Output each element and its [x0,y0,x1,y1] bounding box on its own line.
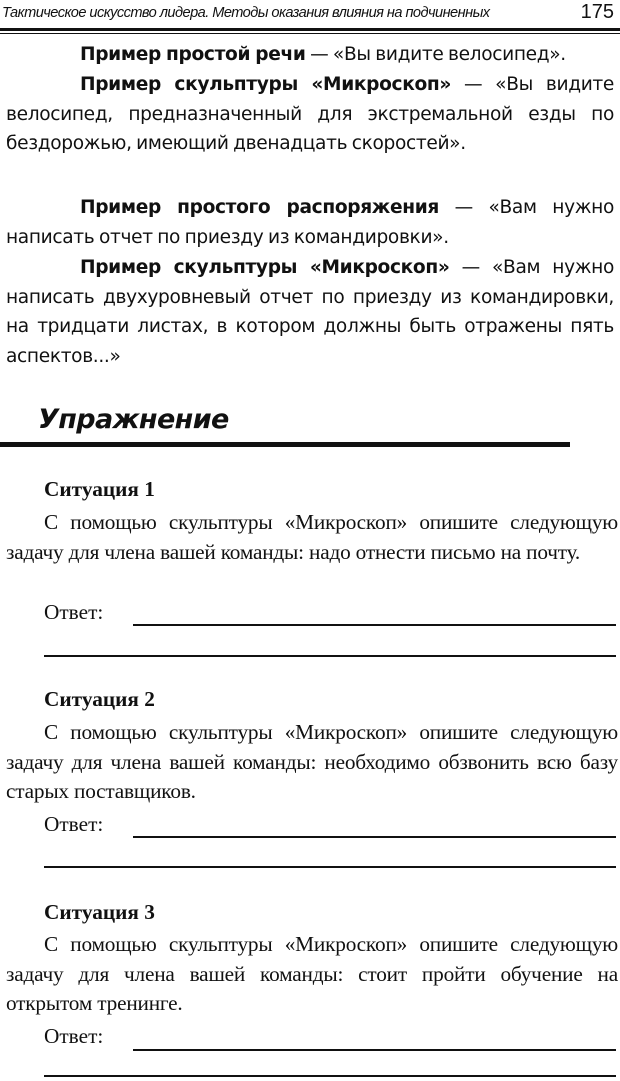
situation-title: Ситуация 2 [44,687,155,711]
answer-line[interactable] [133,624,616,626]
example-lead: Пример простого распоряжения [80,197,439,218]
running-header [0,0,620,32]
section-rule [0,442,570,447]
answer-line[interactable] [44,1075,616,1077]
header-rule-thin [0,33,620,34]
answer-line[interactable] [44,866,616,868]
answer-label: Ответ: [44,812,104,836]
example-text: — «Вы видите велосипед, предназначенный для экстремальной езды по бездорожью, имеющий двенадцать скоростей». [6,74,615,154]
example-lead: Пример простой речи [80,44,306,65]
answer-label: Ответ: [44,1024,104,1048]
situation-title: Ситуация 3 [44,900,155,924]
answer-label: Ответ: [44,600,104,624]
example-lead: Пример скульптуры «Микроскоп» [80,74,452,95]
example-text: — «Вам нужно написать двухуровневый отчет по приезду из командировки, на тридцати листах, в котором должны быть отражены пять аспектов...» [6,257,614,367]
running-header-title: Тактическое искусство лидера. Методы оказания влияния на подчиненных [2,5,490,21]
page-number: 175 [580,1,614,23]
answer-line[interactable] [133,1049,616,1051]
situation-text: С помощью скульптуры «Микроскоп» опишите следующую задачу для члена вашей команды: стоит пройти обучение на открытом тренинге. [6,932,618,1015]
situation-title: Ситуация 1 [44,477,155,501]
example-paragraph [6,40,614,70]
example-paragraph [6,70,614,159]
situation-text: С помощью скульптуры «Микроскоп» опишите следующую задачу для члена вашей команды: необходимо обзвонить всю базу старых поставщиков. [6,720,618,803]
header-rule [0,28,620,31]
answer-line[interactable] [44,655,616,657]
example-paragraph [6,193,614,252]
example-paragraph [6,253,614,371]
section-heading: Упражнение [38,404,229,435]
situation-text: С помощью скульптуры «Микроскоп» опишите следующую задачу для члена вашей команды: надо отнести письмо на почту. [6,510,618,564]
example-text: — «Вам нужно написать отчет по приезду из командировки». [6,197,614,248]
example-text: — «Вы видите велосипед». [305,44,566,65]
answer-line[interactable] [133,836,616,838]
example-lead: Пример скульптуры «Микроскоп» [80,257,450,278]
